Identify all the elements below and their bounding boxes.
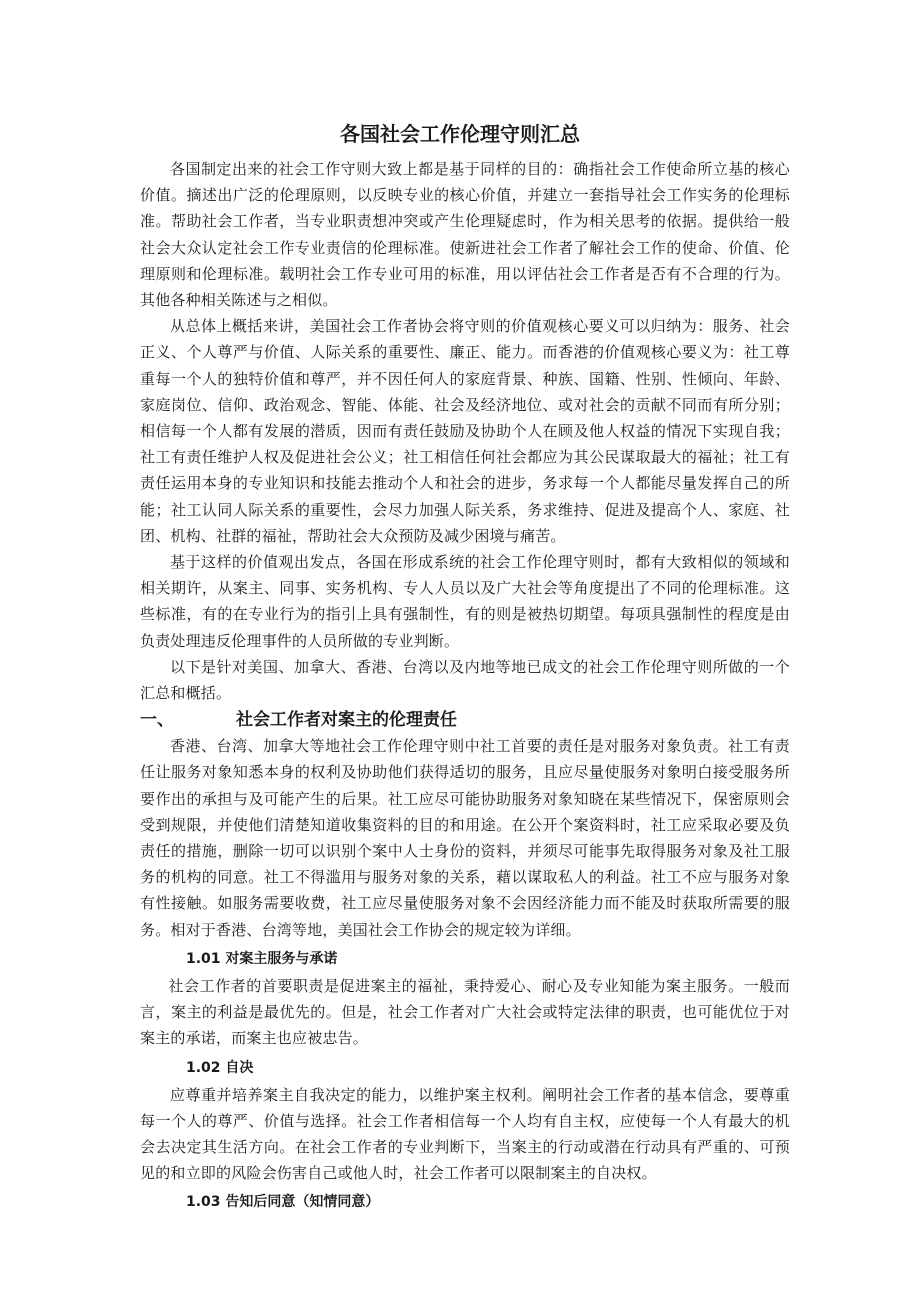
section-title: 社会工作者对案主的伦理责任: [236, 710, 457, 731]
subsection-paragraph: 社会工作者的首要职责是促进案主的福祉，秉持爱心、耐心及专业知能为案主服务。一般而言，案主的利益是最优先的。但是，社会工作者对广大社会或特定法律的职责，也可能优位于对案主的承诺，而案主也应被忠告。: [140, 976, 790, 1048]
section-number: 一、: [140, 710, 174, 731]
intro-paragraph: 从总体上概括来讲，美国社会工作者协会将守则的价值观核心要义可以归纳为：服务、社会正义、个人尊严与价值、人际关系的重要性、廉正、能力。而香港的价值观核心要义为：社工尊重每一个人的独特价值和尊严，并不因任何人的家庭背景、种族、国籍、性别、性倾向、年龄、家庭岗位、信仰、政治观念、智能、体能、社会及经济地位、或对社会的贡献不同而有所分别；相信每一个人都有发展的潜质，因而有责任鼓励及协助个人在顾及他人权益的情况下实现自我；社工有责任维护人权及促进社会公义；社工相信任何社会都应为其公民谋取最大的福祉；社工有责任运用本身的专业知识和技能去推动个人和社会的进步，务求每一个人都能尽量发挥自己的所能；社工认同人际关系的重要性，会尽力加强人际关系，务求维持、促进及提高个人、家庭、社团、机构、社群的福祉，帮助社会大众预防及减少困境与痛苦。: [140, 317, 790, 545]
section-paragraph: 香港、台湾、加拿大等地社会工作伦理守则中社工首要的责任是对服务对象负责。社工有责任让服务对象知悉本身的权利及协助他们获得适切的服务，且应尽量使服务对象明白接受服务所要作出的承担与及可能产生的后果。社工应尽可能协助服务对象知晓在某些情况下，保密原则会受到规限，并使他们清楚知道收集资料的目的和用途。在公开个案资料时，社工应采取必要及负责任的措施，删除一切可以识别个案中人士身份的资料，并须尽可能事先取得服务对象及社工服务的机构的同意。社工不得滥用与服务对象的关系，藉以谋取私人的利益。社工不应与服务对象有性接触。如服务需要收费，社工应尽量使服务对象不会因经济能力而不能及时获取所需要的服务。相对于香港、台湾等地，美国社会工作协会的规定较为详细。: [140, 737, 790, 939]
subsection-heading: 1.03 告知后同意（知情同意）: [186, 1194, 380, 1211]
intro-paragraph: 以下是针对美国、加拿大、香港、台湾以及内地等地已成文的社会工作伦理守则所做的一个汇总和概括。: [140, 657, 790, 703]
subsection-heading: 1.02 自决: [186, 1059, 254, 1076]
document-title: 各国社会工作伦理守则汇总: [340, 122, 580, 146]
document-body: [140, 156, 790, 1216]
intro-paragraph: 基于这样的价值观出发点，各国在形成系统的社会工作伦理守则时，都有大致相似的领域和相关期许，从案主、同事、实务机构、专人人员以及广大社会等角度提出了不同的伦理标准。这些标准，有的在专业行为的指引上具有强制性，有的则是被热切期望。每项具强制性的程度是由负责处理违反伦理事件的人员所做的专业判断。: [140, 553, 790, 650]
intro-paragraph: 各国制定出来的社会工作守则大致上都是基于同样的目的：确指社会工作使命所立基的核心价值。摘述出广泛的伦理原则，以反映专业的核心价值，并建立一套指导社会工作实务的伦理标准。帮助社会工作者，当专业职责想冲突或产生伦理疑虑时，作为相关思考的依据。提供给一般社会大众认定社会工作专业责信的伦理标准。使新进社会工作者了解社会工作的使命、价值、伦理原则和伦理标准。载明社会工作专业可用的标准，用以评估社会工作者是否有不合理的行为。其他各种相关陈述与之相似。: [140, 160, 790, 310]
subsection-heading: 1.01 对案主服务与承诺: [186, 950, 338, 967]
section-heading: [140, 707, 790, 733]
subsection-paragraph: 应尊重并培养案主自我决定的能力，以维护案主权利。阐明社会工作者的基本信念，要尊重每一个人的尊严、价值与选择。社会工作者相信每一个人均有自主权，应使每一个人有最大的机会去决定其生活方向。在社会工作者的专业判断下，当案主的行动或潜在行动具有严重的、可预见的和立即的风险会伤害自己或他人时，社会工作者可以限制案主的自决权。: [140, 1085, 790, 1183]
